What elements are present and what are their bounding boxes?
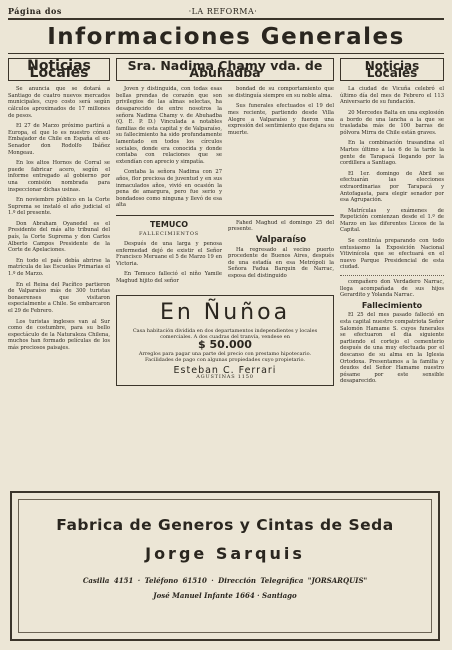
temuco-section xyxy=(116,220,222,289)
ad-company-line: Fabrica de Generos y Cintas de Seda xyxy=(56,516,394,534)
right-news-item: 20 Mercedes Balta en una explosión a bordo de una lancha a la que se trasladaba más de 100 barras de pólvora Mirra de Chile están graves. xyxy=(340,109,444,136)
left-news-item: Se anuncia que se dotará a Santiago de cuatro nuevos mercados municipales, cuyo costo será según cálculos aproximados de 17 millones de pesos. xyxy=(8,86,110,119)
fallecimiento-heading: Fallecimiento xyxy=(361,300,423,310)
valparaiso-paragraph: Ha regresado al vecino puerto procedente de Buenos Aires, después de una estadía en esa Metrópoli la Señora Fadua Barquin de Narrac, esposa del distinguido xyxy=(228,246,334,280)
left-news-item: Los turistas ingleses van al Sur como de costumbre, para su bello espectáculo de la Naturaleza Chilena, muchos han formado películas de los más preciosos paisajes. xyxy=(8,318,110,351)
nunoa-address: AGUSTINAS 1150 xyxy=(196,374,254,381)
obituary-body xyxy=(116,86,334,213)
valparaiso-heading: Valparaíso xyxy=(255,235,307,246)
left-news-item: En todo el país debía abrirse la matrícula de las Escuelas Primarias el 1.º de Marzo. xyxy=(8,257,110,278)
ad-address-line: José Manuel Infante 1664 · Santiago xyxy=(153,591,297,600)
obituary-paragraph: Joven y distinguida, con todas esas bellas prendas de corazón que son privilegios de las almas selectas, ha desaparecido de entre nosotros la señora Nadima Chamy v. de Abuhadba (Q. E. P. D.) Vinculada a notables familias de esta capital y de Valparaíso, su fallecimiento ha sido profundamente lamentado en todos los círculos sociales, donde era conocida y donde contaba con relaciones que se extendían con aprecio y simpatía. xyxy=(116,86,222,165)
middle-rule xyxy=(116,215,334,216)
temuco-heading: TEMUCO xyxy=(149,219,189,229)
right-news-item: Matrículas y exámenes de Repetición comienzan desde el 1.º de Marzo en las diferentes Liceos de la Capital. xyxy=(340,207,444,234)
nunoa-title: En Ñuñoa xyxy=(159,299,291,325)
obituary-col-1 xyxy=(116,86,222,213)
valparaiso-continuation: compañero don Verdadero Narrac, llega acompañada de sus hijos Gerardito y Yolanda Narrac. xyxy=(340,279,444,299)
left-news-item: En los altos Hornos de Corral se puede fabricar acero, según el informe entregado al gobierno por una comisión nombrada para inspeccionar dichas usinas. xyxy=(8,160,110,193)
nunoa-note: Arreglos para pagar una parte del precio con prestamo hipotecario. Facilidades de pago con algunas propiedades cuyo propietario. xyxy=(138,351,312,364)
columns xyxy=(8,58,444,389)
valparaiso-lead: Fahed Maghud el domingo 25 del presente. xyxy=(228,219,334,233)
right-column-heading: Noticias Locales xyxy=(340,58,444,81)
temuco-paragraph: En Temuco falleció el niño Yamile Maghud hijito del señor xyxy=(116,271,222,285)
obituary-paragraph: bondad de su comportamiento que se distinguía siempre en su noble alma. xyxy=(228,86,334,99)
left-news-item: El 27 de Marzo próximo partirá a Europa, el que lo es nuestro cónsul Embajador de Chile en España el ex-Senador don Rodolfo Ibáñez Mongeau. xyxy=(8,123,110,156)
right-news-item: El 1er. domingo de Abril se efectuarán las elecciones extraordinarias por Tarapacá y Antofagasta, para elegir senador por esa Agrupación. xyxy=(340,170,444,204)
obituary-heading: Sra. Nadima Chamy vda. de Abuhadba xyxy=(116,58,334,81)
obituary-paragraph: Contaba la señora Nadima con 27 años, flor preciosa de juventud y en sus inmaculados años, vivió en ocasión la pena de amargura, pero fue serio y bondadoso como ninguna y llevó de esa alta xyxy=(116,169,222,209)
page-header xyxy=(8,6,444,16)
middle-column xyxy=(116,58,334,389)
right-column xyxy=(340,58,444,389)
left-news-item: Don Abraham Oyanedel es el Presidente del más alto tribunal del país, la Corte Suprema y don Carlos Alberto Campos Presidente de la Corte de Apelaciones. xyxy=(8,220,110,254)
valparaiso-section xyxy=(228,220,334,289)
right-news-item: La ciudad de Vicuña celebró el último día del mes de Febrero el 113 Aniversario de su fundación. xyxy=(340,86,444,106)
ad-owner-name: Jorge Sarquis xyxy=(145,544,305,563)
right-divider xyxy=(340,275,444,276)
left-column xyxy=(8,58,110,389)
sarquis-ad-inner xyxy=(18,499,432,633)
temuco-subheading: FALLECIMIENTOS xyxy=(139,231,199,238)
nunoa-description: Casa habitación dividida en dos departamentos independientes y locales comerciales. A dos cuadras del tranvía, vendese en xyxy=(132,327,318,341)
nunoa-ad xyxy=(116,295,334,386)
newspaper-page xyxy=(8,6,444,644)
left-column-heading: Noticias Locales xyxy=(8,58,110,81)
right-news-item: En la combinación trasandina el Martes último a las 6 de la tarde la gente de Tarapacá llegando por la cordillera a Santiago. xyxy=(340,140,444,167)
obituary-col-2 xyxy=(228,86,334,213)
ad-contact-line: Casilla 4151 · Teléfono 61510 · Dirección Telegráfica "JORSARQUIS" xyxy=(82,576,368,585)
sarquis-ad xyxy=(10,491,440,641)
nunoa-seller: Esteban C. Ferrari xyxy=(173,364,277,376)
section-title: Informaciones Generales xyxy=(47,24,405,50)
fallecimiento-paragraph: El 25 del mes pasado falleció en esta capital nuestro compatriota Señor Salomón Hamame S. cuyos funerales se efectuaron el día siguiente partiendo el cortejo el cementerio después de una muy efectuada por el descanso de su alma en la Iglesia Ortodoxa. Presentamos a la familia y deudos del Señor Hamame nuestro pésame por este sensible desaparecido. xyxy=(340,312,444,385)
right-news-item: Se continúa preparando con todo entusiasmo la Exposición Nacional Vitivinícola que se efectuará en el nuevo Parque Presidencial de esta ciudad. xyxy=(340,238,444,271)
temuco-paragraph: Después de una larga y penosa enfermedad dejó de existir el Señor Francisco Meruane el 5 de Marzo 19 en Victoria. xyxy=(116,241,222,267)
middle-lower xyxy=(116,220,334,289)
masthead: ·LA REFORMA· xyxy=(188,7,258,16)
page-label: Página dos xyxy=(8,6,62,16)
nunoa-price: $ 50.000 xyxy=(198,338,252,352)
left-news-item: En el Reina del Pacífico partieron de Valparaíso más de 300 turistas bonaerenses que visitaron especialmente a Chile. Se embarcaron el 29 de Febrero. xyxy=(8,281,110,314)
obituary-paragraph: Sus funerales efectuados el 19 del mes reciente, partiendo desde Villa Alegre a Valparaíso y fueron una expresión del sentimiento que dejara su muerte. xyxy=(228,103,334,136)
title-rule xyxy=(8,53,444,54)
left-news-item: En noviembre público en la Corte Suprema se instaló el año judicial el 1.º del presente. xyxy=(8,197,110,217)
header-rule xyxy=(8,18,444,20)
